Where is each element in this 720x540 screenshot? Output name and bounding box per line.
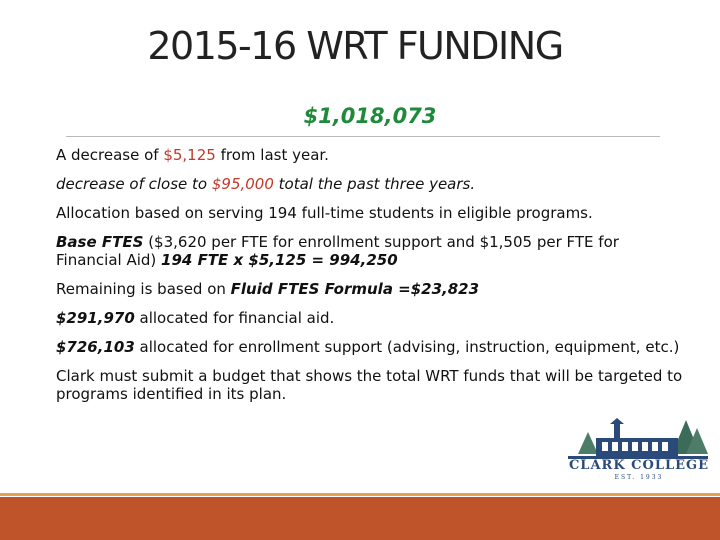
bullet-decrease-last-year: A decrease of $5,125 from last year. — [56, 146, 329, 164]
total-funding: $1,018,073 — [303, 104, 437, 128]
footer-bar — [0, 497, 720, 540]
slide-title: 2015-16 WRT FUNDING — [147, 24, 563, 68]
three-year-amount: $95,000 — [211, 175, 274, 193]
logo-wordmark: CLARK COLLEGE — [568, 458, 710, 473]
bullet-list — [56, 146, 686, 414]
bullet-three-year-decrease: decrease of close to $95,000 total the past three years. — [56, 175, 476, 193]
decrease-amount: $5,125 — [163, 146, 216, 164]
footer-accent-line — [0, 493, 720, 496]
bullet-enrollment-support: $726,103 allocated for enrollment support (advising, instruction, equipment, etc.) — [56, 338, 680, 356]
bullet-base-ftes: Base FTES ($3,620 per FTE for enrollment support and $1,505 per FTE for Financial Aid) 194 FTE x $5,125 = 994,250 — [56, 233, 619, 269]
divider — [66, 136, 660, 137]
bullet-budget: Clark must submit a budget that shows the total WRT funds that will be targeted to programs identified in its plan. — [56, 367, 683, 403]
logo-established: EST. 1933 — [614, 474, 664, 481]
bullet-remaining: Remaining is based on Fluid FTES Formula =$23,823 — [56, 280, 480, 298]
bullet-financial-aid: $291,970 allocated for financial aid. — [56, 309, 335, 327]
bullet-allocation: Allocation based on serving 194 full-time students in eligible programs. — [56, 204, 593, 222]
clark-college-logo — [566, 418, 712, 484]
